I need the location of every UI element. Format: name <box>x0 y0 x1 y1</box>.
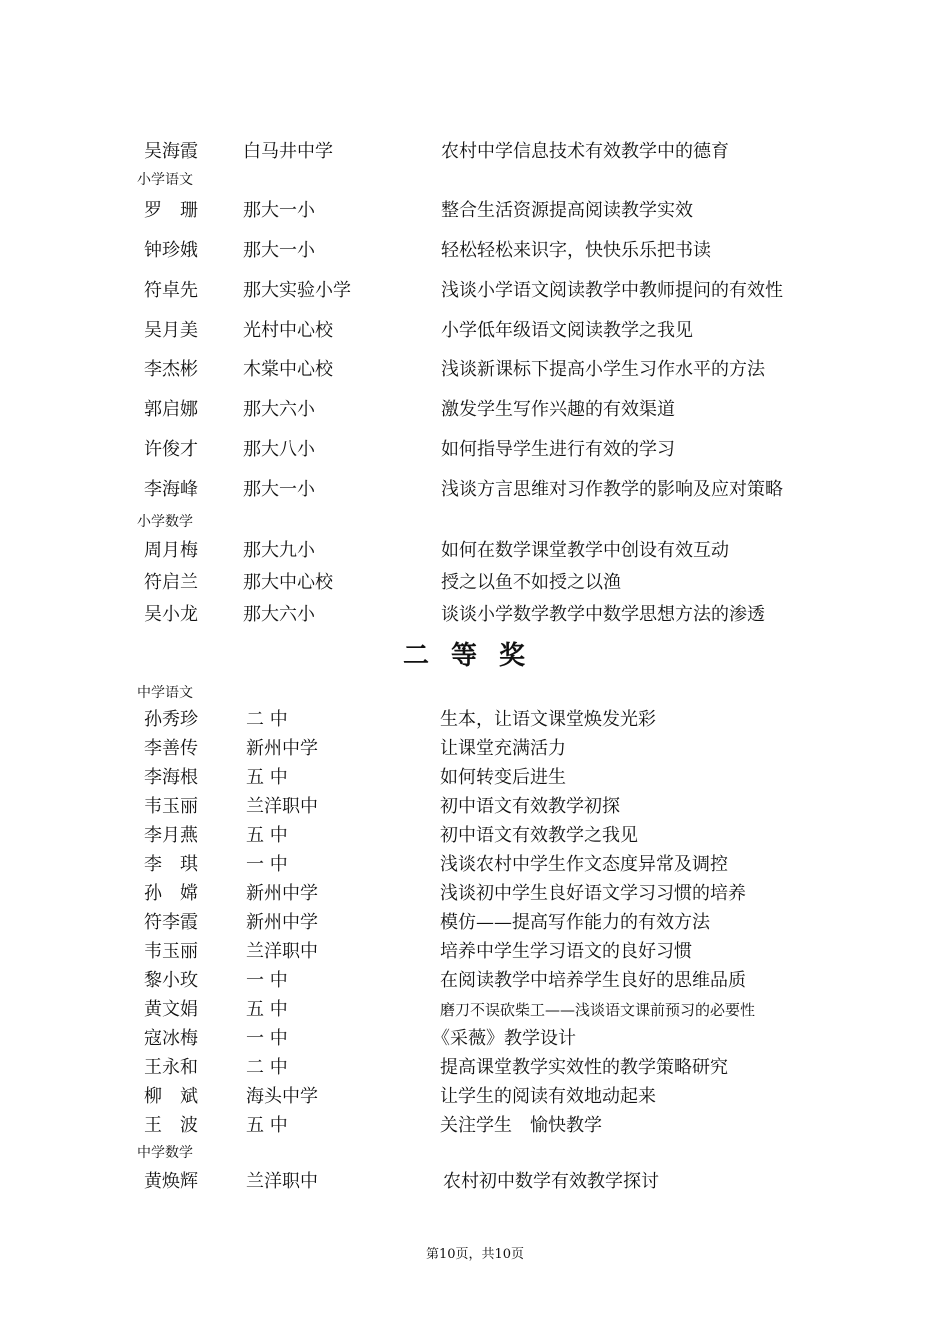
author-name: 孙秀珍 <box>144 709 198 730</box>
paper-title: 如何在数学课堂教学中创设有效互动 <box>441 540 729 561</box>
author-name: 符启兰 <box>144 572 198 593</box>
category-label: 中学数学 <box>137 1145 193 1161</box>
paper-title: 整合生活资源提高阅读教学实效 <box>441 200 693 221</box>
paper-title: 提高课堂教学实效性的教学策略研究 <box>440 1057 728 1078</box>
school-name: 那大九小 <box>243 540 315 561</box>
paper-title: 农村初中数学有效教学探讨 <box>443 1171 659 1192</box>
award-row <box>0 822 950 850</box>
author-name: 周月梅 <box>144 540 198 561</box>
award-row <box>0 396 950 424</box>
paper-title: 关注学生 愉快教学 <box>440 1115 602 1136</box>
author-name: 郭启娜 <box>144 399 198 420</box>
award-row <box>0 880 950 908</box>
award-row <box>0 706 950 734</box>
award-row <box>0 537 950 565</box>
paper-title: 让学生的阅读有效地动起来 <box>440 1086 656 1107</box>
award-row <box>0 1083 950 1111</box>
school-name: 那大六小 <box>243 399 315 420</box>
author-name: 李杰彬 <box>144 359 198 380</box>
author-name: 李海根 <box>144 767 198 788</box>
paper-title: 浅谈农村中学生作文态度异常及调控 <box>440 854 728 875</box>
school-name: 二 中 <box>246 709 288 730</box>
paper-title: 农村中学信息技术有效教学中的德育 <box>441 141 729 162</box>
school-name: 兰洋职中 <box>246 941 318 962</box>
school-name: 那大六小 <box>243 604 315 625</box>
school-name: 那大一小 <box>243 200 315 221</box>
school-name: 一 中 <box>246 1028 288 1049</box>
section-heading: 二等奖 <box>402 641 547 671</box>
award-row <box>0 851 950 879</box>
category-label: 小学数学 <box>137 514 193 530</box>
school-name: 那大一小 <box>243 240 315 261</box>
school-name: 那大一小 <box>243 479 315 500</box>
award-row <box>0 197 950 225</box>
school-name: 兰洋职中 <box>246 1171 318 1192</box>
paper-title: 谈谈小学数学教学中数学思想方法的渗透 <box>441 604 765 625</box>
paper-title: 浅谈小学语文阅读教学中教师提问的有效性 <box>441 280 783 301</box>
paper-title: 如何转变后进生 <box>440 767 566 788</box>
school-name: 那大中心校 <box>243 572 333 593</box>
award-row <box>0 356 950 384</box>
school-name: 五 中 <box>246 767 288 788</box>
school-name: 木棠中心校 <box>243 359 333 380</box>
paper-title: 激发学生写作兴趣的有效渠道 <box>441 399 675 420</box>
school-name: 新州中学 <box>246 912 318 933</box>
author-name: 钟珍娥 <box>144 240 198 261</box>
award-row <box>0 967 950 995</box>
author-name: 吴小龙 <box>144 604 198 625</box>
author-name: 李海峰 <box>144 479 198 500</box>
paper-title: 初中语文有效教学之我见 <box>440 825 638 846</box>
paper-title: 如何指导学生进行有效的学习 <box>441 439 675 460</box>
award-row <box>0 138 950 166</box>
school-name: 海头中学 <box>246 1086 318 1107</box>
author-name: 罗 珊 <box>144 200 198 221</box>
award-row <box>0 909 950 937</box>
paper-title: 授之以鱼不如授之以渔 <box>441 572 621 593</box>
school-name: 一 中 <box>246 970 288 991</box>
paper-title: 浅谈新课标下提高小学生习作水平的方法 <box>441 359 765 380</box>
award-row <box>0 996 950 1024</box>
school-name: 新州中学 <box>246 883 318 904</box>
author-name: 孙 嫦 <box>144 883 198 904</box>
school-name: 那大八小 <box>243 439 315 460</box>
paper-title: 轻松轻松来识字，快快乐乐把书读 <box>441 240 711 261</box>
author-name: 柳 斌 <box>144 1086 198 1107</box>
category-label: 中学语文 <box>137 685 193 701</box>
award-row <box>0 793 950 821</box>
author-name: 李月燕 <box>144 825 198 846</box>
page-number: 第10页，共10页 <box>425 1247 525 1262</box>
author-name: 王 波 <box>144 1115 198 1136</box>
school-name: 五 中 <box>246 1115 288 1136</box>
author-name: 寇冰梅 <box>144 1028 198 1049</box>
award-row <box>0 764 950 792</box>
school-name: 五 中 <box>246 999 288 1020</box>
award-row <box>0 237 950 265</box>
author-name: 韦玉丽 <box>144 796 198 817</box>
author-name: 许俊才 <box>144 439 198 460</box>
award-row <box>0 1025 950 1053</box>
author-name: 王永和 <box>144 1057 198 1078</box>
paper-title: 在阅读教学中培养学生良好的思维品质 <box>440 970 746 991</box>
award-row <box>0 1054 950 1082</box>
school-name: 二 中 <box>246 1057 288 1078</box>
award-row <box>0 476 950 504</box>
author-name: 黄焕辉 <box>144 1171 198 1192</box>
author-name: 黄文娟 <box>144 999 198 1020</box>
award-row <box>0 601 950 629</box>
author-name: 吴月美 <box>144 320 198 341</box>
category-label: 小学语文 <box>137 172 193 188</box>
author-name: 韦玉丽 <box>144 941 198 962</box>
award-row <box>0 436 950 464</box>
paper-title: 《采薇》教学设计 <box>432 1028 576 1049</box>
paper-title: 培养中学生学习语文的良好习惯 <box>440 941 692 962</box>
paper-title: 初中语文有效教学初探 <box>440 796 620 817</box>
school-name: 白马井中学 <box>243 141 333 162</box>
author-name: 符卓先 <box>144 280 198 301</box>
paper-title: 浅谈初中学生良好语文学习习惯的培养 <box>440 883 746 904</box>
school-name: 新州中学 <box>246 738 318 759</box>
paper-title: 浅谈方言思维对习作教学的影响及应对策略 <box>441 479 783 500</box>
school-name: 五 中 <box>246 825 288 846</box>
award-row <box>0 1112 950 1140</box>
award-row <box>0 317 950 345</box>
award-row <box>0 938 950 966</box>
award-row <box>0 569 950 597</box>
school-name: 一 中 <box>246 854 288 875</box>
author-name: 李 琪 <box>144 854 198 875</box>
author-name: 吴海霞 <box>144 141 198 162</box>
paper-title: 模仿——提高写作能力的有效方法 <box>440 912 710 933</box>
school-name: 那大实验小学 <box>243 280 351 301</box>
award-row <box>0 735 950 763</box>
paper-title: 让课堂充满活力 <box>440 738 566 759</box>
school-name: 兰洋职中 <box>246 796 318 817</box>
paper-title: 生本，让语文课堂焕发光彩 <box>440 709 656 730</box>
paper-title: 小学低年级语文阅读教学之我见 <box>441 320 693 341</box>
author-name: 李善传 <box>144 738 198 759</box>
paper-title: 磨刀不误砍柴工——浅谈语文课前预习的必要性 <box>440 1001 756 1019</box>
award-row <box>0 277 950 305</box>
author-name: 黎小玫 <box>144 970 198 991</box>
award-row <box>0 1168 950 1196</box>
school-name: 光村中心校 <box>243 320 333 341</box>
author-name: 符李霞 <box>144 912 198 933</box>
